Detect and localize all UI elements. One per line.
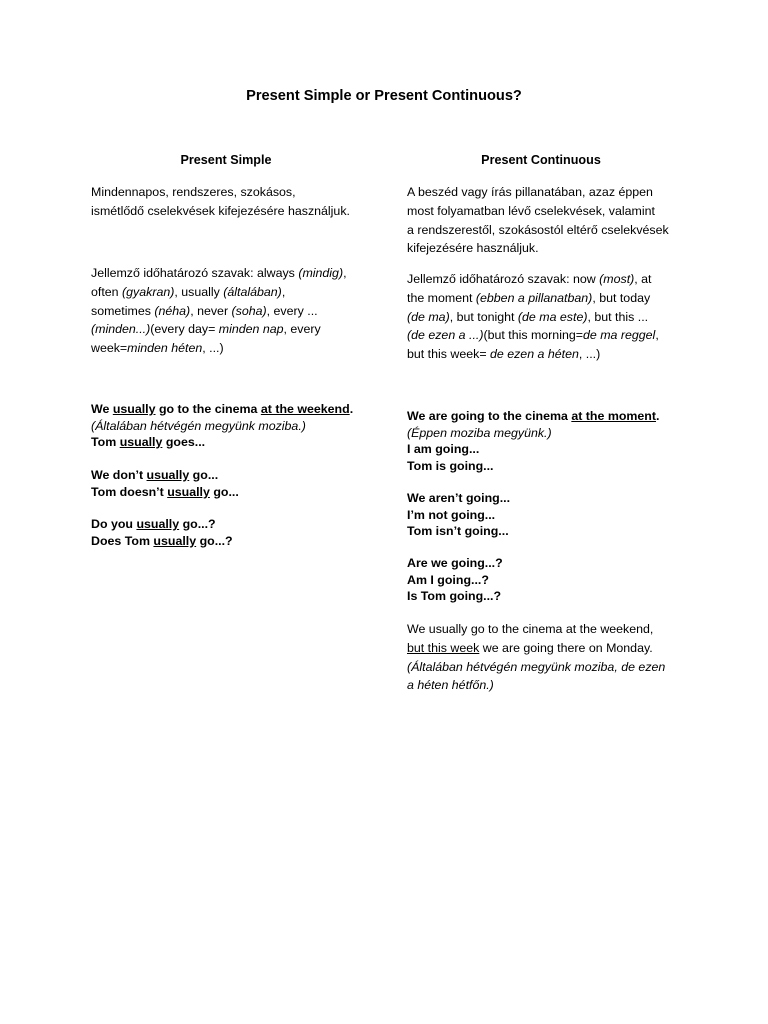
- text-line: [407, 345, 659, 364]
- text-run: often: [91, 284, 123, 299]
- text-run: minden héten: [127, 341, 203, 356]
- text-line: [407, 425, 659, 442]
- text-line: I am going...: [407, 442, 480, 457]
- text-line: [91, 533, 233, 550]
- text-line: [91, 339, 347, 358]
- text-run: de ezen a héten: [490, 347, 579, 362]
- text-run: goes...: [162, 435, 206, 450]
- text-run: (every day=: [150, 322, 219, 337]
- text-run: We don’t: [91, 468, 147, 482]
- text-line: [407, 408, 659, 425]
- present-simple-example-question: [91, 516, 233, 549]
- text-line: [91, 516, 233, 533]
- text-line: Am I going...?: [407, 572, 489, 587]
- present-continuous-example-contrast: [407, 620, 665, 695]
- text-run: at the moment: [571, 409, 657, 423]
- text-run: but this week=: [407, 347, 490, 362]
- text-run: (soha): [231, 303, 267, 318]
- text-run: (ebben a pillanatban): [475, 290, 593, 305]
- text-line: [91, 264, 347, 283]
- text-run: minden nap: [218, 322, 284, 337]
- text-run: go...?: [179, 517, 216, 531]
- text-run: , ...): [202, 341, 224, 356]
- text-run: (néha): [154, 303, 191, 318]
- text-line: [91, 418, 353, 435]
- text-run: (de ezen a ...): [407, 328, 484, 343]
- text-line: [91, 467, 239, 484]
- text-run: but this week: [407, 640, 480, 655]
- present-continuous-time-words: [407, 270, 659, 364]
- text-run: (Éppen moziba megyünk.): [407, 425, 552, 440]
- text-run: ,: [655, 328, 659, 343]
- present-simple-description: [91, 183, 350, 221]
- text-run: usually: [146, 468, 190, 482]
- text-run: , every: [283, 322, 321, 337]
- text-run: We: [91, 402, 113, 416]
- present-continuous-example-affirmative: [407, 408, 659, 474]
- present-continuous-example-negative: [407, 490, 510, 540]
- text-run: .: [656, 409, 660, 423]
- text-line: We usually go to the cinema at the weekend,: [407, 622, 654, 636]
- text-run: the moment: [407, 290, 476, 305]
- text-line: [407, 639, 665, 658]
- text-line: Mindennapos, rendszeres, szokásos,: [91, 185, 296, 199]
- page-title: Present Simple or Present Continuous?: [246, 88, 522, 104]
- present-simple-example-affirmative: [91, 401, 353, 451]
- text-run: Jellemző időhatározó szavak: now: [407, 272, 600, 286]
- text-line: [91, 302, 347, 321]
- text-run: (általában): [223, 284, 282, 299]
- text-run: go to the cinema: [155, 402, 261, 416]
- text-run: (Általában hétvégén megyünk moziba.): [91, 418, 306, 433]
- text-run: , at: [634, 272, 652, 286]
- text-line: [91, 434, 353, 451]
- text-line: [91, 320, 347, 339]
- text-run: Tom doesn’t: [91, 484, 168, 499]
- text-run: de ma reggel: [582, 328, 656, 343]
- text-run: (Általában hétvégén megyünk moziba, de ezen: [407, 659, 666, 674]
- text-line: [407, 270, 659, 289]
- text-run: (de ma): [407, 309, 450, 324]
- text-run: , but tonight: [449, 309, 518, 324]
- text-line: most folyamatban lévő cselekvések, valamint: [407, 203, 655, 218]
- text-run: Jellemző időhatározó szavak: always: [91, 266, 295, 280]
- text-line: [407, 308, 659, 327]
- text-run: , every ...: [266, 303, 318, 318]
- text-line: Are we going...?: [407, 556, 503, 570]
- text-run: Do you: [91, 517, 137, 531]
- text-line: Tom isn’t going...: [407, 524, 509, 539]
- text-run: (de ma este): [517, 309, 588, 324]
- text-run: , never: [190, 303, 232, 318]
- text-run: (most): [599, 272, 635, 286]
- text-run: sometimes: [91, 303, 155, 318]
- text-line: [91, 401, 353, 418]
- text-line: a rendszerestől, szokásostól eltérő cselekvések: [407, 222, 669, 237]
- text-run: usually: [167, 484, 210, 499]
- text-run: at the weekend: [260, 402, 350, 416]
- text-run: we are going there on Monday.: [479, 640, 653, 655]
- text-line: We aren’t going...: [407, 491, 511, 505]
- text-run: usually: [112, 402, 156, 416]
- present-continuous-heading: Present Continuous: [481, 153, 601, 167]
- present-simple-time-words: [91, 264, 347, 358]
- text-run: .: [349, 402, 354, 416]
- text-run: go...: [189, 468, 219, 482]
- text-run: , but today: [592, 290, 651, 305]
- text-run: usually: [153, 533, 197, 548]
- text-run: We are going to the cinema: [407, 409, 572, 423]
- text-run: Does Tom: [91, 533, 154, 548]
- present-simple-heading: Present Simple: [180, 153, 272, 167]
- text-run: , usually: [174, 284, 224, 299]
- text-line: A beszéd vagy írás pillanatában, azaz éppen: [407, 185, 653, 199]
- text-run: (minden...): [91, 322, 151, 337]
- text-run: week=: [91, 341, 128, 356]
- text-run: , ...): [578, 347, 601, 362]
- text-run: (mindig): [298, 266, 344, 280]
- text-line: [91, 484, 239, 501]
- text-line: I’m not going...: [407, 507, 496, 522]
- present-simple-example-negative: [91, 467, 239, 500]
- text-line: [407, 326, 659, 345]
- text-line: [407, 676, 665, 695]
- text-run: Tom: [91, 435, 120, 450]
- text-run: go...: [209, 484, 239, 499]
- text-line: [91, 283, 347, 302]
- text-line: kifejezésére használjuk.: [407, 241, 539, 256]
- text-run: usually: [136, 517, 180, 531]
- text-run: (but this morning=: [483, 328, 583, 343]
- text-run: , but this ...: [587, 309, 649, 324]
- text-line: [407, 658, 665, 677]
- present-continuous-description: [407, 183, 669, 258]
- text-run: (gyakran): [122, 284, 175, 299]
- text-line: ismétlődő cselekvések kifejezésére használjuk.: [91, 203, 350, 218]
- present-continuous-example-question: [407, 555, 503, 605]
- text-line: Is Tom going...?: [407, 589, 502, 604]
- text-line: [407, 289, 659, 308]
- text-run: usually: [119, 435, 163, 450]
- text-run: ,: [343, 266, 347, 280]
- text-line: Tom is going...: [407, 458, 494, 473]
- text-run: ,: [281, 284, 286, 299]
- text-run: a héten hétfőn.): [407, 678, 494, 693]
- text-run: go...?: [196, 533, 233, 548]
